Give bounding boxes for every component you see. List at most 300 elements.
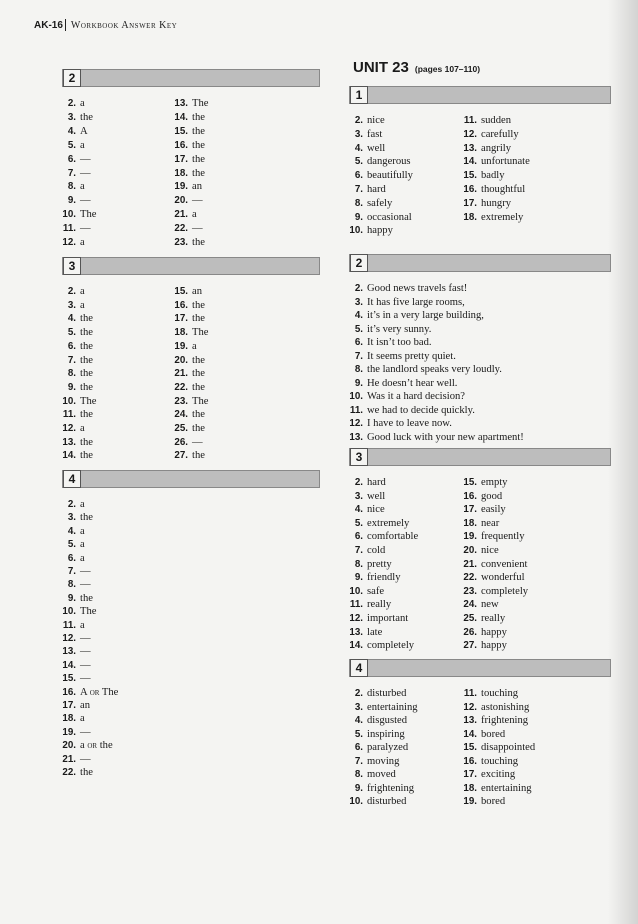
answer-item [56, 739, 113, 752]
item-answer: extremely [367, 517, 410, 529]
answer-item [343, 598, 391, 611]
item-answer: disappointed [481, 742, 536, 753]
item-number: 22. [174, 223, 188, 235]
item-number: 13. [463, 715, 477, 726]
item-answer: a [80, 499, 85, 510]
header-title: Workbook Answer Key [70, 19, 178, 31]
item-number: 16. [463, 184, 477, 195]
right-section-2 [349, 254, 611, 443]
item-answer: happy [481, 640, 507, 652]
item-number: 4. [354, 142, 363, 154]
item-number: 2. [354, 283, 363, 294]
item-number: 11. [463, 115, 477, 126]
item-number: 10. [349, 796, 363, 807]
item-answer: the [192, 381, 205, 393]
answer-item [457, 476, 507, 489]
item-number: 5. [354, 728, 363, 740]
answer-item [343, 350, 456, 363]
item-answer: cold [367, 545, 386, 556]
answer-item [343, 558, 392, 571]
item-answer: It seems pretty quiet. [367, 350, 456, 362]
item-answer: — [80, 195, 91, 207]
answer-item [168, 167, 205, 180]
answer-item [56, 285, 85, 298]
answer-item [457, 768, 515, 781]
item-number: 6. [354, 742, 363, 753]
answer-item [457, 714, 528, 727]
item-number: 16. [463, 755, 477, 767]
answer-item [457, 598, 499, 611]
answer-item [56, 645, 91, 658]
answer-item [168, 381, 205, 394]
item-answer: — [192, 436, 203, 448]
item-number: 19. [463, 796, 477, 807]
answer-item [343, 782, 414, 795]
item-answer: convenient [481, 558, 528, 570]
item-answer: — [80, 633, 91, 644]
answer-item [343, 585, 384, 598]
answer-item [168, 111, 205, 124]
item-number: 12. [463, 701, 477, 713]
item-answer: well [367, 490, 386, 502]
answer-item [457, 795, 505, 808]
item-answer: the [80, 354, 93, 366]
item-answer: the [80, 512, 93, 524]
item-answer: really [367, 599, 392, 611]
answer-item [168, 395, 208, 408]
item-number: 10. [62, 209, 76, 221]
item-number: 23. [463, 585, 477, 597]
item-answer: unfortunate [481, 156, 530, 168]
answer-item [343, 309, 484, 322]
item-answer: a [80, 423, 85, 434]
left-section-3 [62, 257, 320, 462]
answer-item [343, 431, 524, 444]
item-number: 24. [174, 409, 188, 421]
section-bar [62, 69, 320, 87]
answer-item [56, 381, 93, 394]
right-section-4 [349, 659, 611, 807]
item-answer: near [481, 517, 500, 529]
item-answer: — [80, 726, 91, 738]
item-answer: exciting [481, 769, 516, 780]
item-answer: friendly [367, 572, 401, 584]
item-number: 12. [62, 237, 76, 248]
answer-item [56, 436, 93, 449]
item-number: 7. [67, 354, 76, 366]
answer-item [457, 558, 527, 571]
answer-item [343, 296, 465, 309]
item-number: 18. [463, 517, 477, 529]
item-number: 5. [354, 323, 363, 335]
item-number: 16. [62, 686, 76, 698]
item-number: 12. [62, 423, 76, 434]
item-number: 2. [67, 98, 76, 109]
item-number: 3. [354, 490, 363, 502]
item-number: 20. [463, 545, 477, 556]
unit-pages: (pages 107–110) [414, 64, 481, 74]
item-number: 6. [67, 340, 76, 352]
item-number: 22. [463, 572, 477, 584]
item-answer: the [80, 767, 93, 778]
answer-item [56, 326, 93, 339]
answer-item [457, 490, 502, 503]
item-answer: dangerous [367, 156, 411, 168]
item-answer: the [80, 313, 93, 325]
item-number: 18. [463, 211, 477, 223]
right-section-1 [349, 86, 611, 237]
item-number: 4. [67, 313, 76, 325]
answer-item [56, 605, 96, 618]
item-answer: — [80, 753, 91, 765]
answer-item [457, 517, 499, 530]
item-number: 6. [354, 337, 363, 348]
item-number: 17. [174, 153, 188, 165]
item-answer: hard [367, 477, 386, 488]
answer-item [56, 659, 91, 672]
item-number: 3. [354, 701, 363, 713]
page-shadow [608, 0, 638, 924]
item-number: 10. [349, 391, 363, 402]
item-answer: frequently [481, 531, 525, 543]
item-answer: He doesn’t hear well. [367, 377, 458, 389]
item-answer: safely [367, 197, 393, 209]
answer-item [343, 626, 382, 639]
item-answer: moving [367, 755, 400, 767]
answer-item [56, 111, 93, 124]
answer-item [56, 766, 93, 779]
item-answer: the [192, 450, 205, 462]
item-answer: the [80, 450, 93, 462]
answer-item [56, 395, 96, 408]
answer-item [56, 208, 96, 221]
item-number: 8. [354, 197, 363, 209]
item-answer: The [80, 209, 97, 221]
item-answer: a [80, 619, 85, 631]
answer-item [457, 142, 511, 155]
item-number: 8. [354, 364, 363, 375]
item-number: 7. [354, 755, 363, 767]
item-answer: the [192, 139, 205, 151]
item-number: 9. [67, 195, 76, 207]
item-answer: — [192, 195, 203, 207]
answer-item [168, 236, 205, 249]
item-number: 14. [62, 450, 76, 462]
section-bar [349, 254, 611, 272]
item-answer: badly [481, 170, 505, 182]
item-number: 15. [174, 286, 188, 297]
item-number: 16. [463, 490, 477, 502]
item-number: 17. [174, 313, 188, 325]
item-number: 17. [463, 504, 477, 516]
item-number: 3. [354, 128, 363, 140]
answer-item [56, 565, 91, 578]
section-number: 1 [350, 86, 368, 104]
item-answer: a [80, 539, 85, 551]
item-number: 7. [354, 545, 363, 556]
item-answer: completely [481, 585, 529, 597]
answer-item [457, 626, 507, 639]
answer-item [56, 299, 85, 312]
answer-item [343, 571, 401, 584]
section-number: 3 [350, 448, 368, 466]
item-answer: — [80, 167, 91, 179]
answer-item [56, 367, 93, 380]
answer-item [457, 687, 518, 700]
item-answer: the [80, 409, 93, 421]
item-answer: the [192, 354, 205, 366]
item-answer: The [192, 98, 209, 109]
unit-title [353, 59, 480, 76]
answer-item [457, 571, 525, 584]
item-number: 10. [62, 606, 76, 618]
answer-item [56, 753, 91, 766]
answer-item [343, 503, 385, 516]
item-number: 19. [174, 340, 188, 352]
item-number: 7. [67, 167, 76, 179]
item-number: 18. [174, 167, 188, 179]
item-number: 21. [174, 209, 188, 221]
answer-item [457, 128, 519, 141]
item-answer: — [80, 673, 91, 685]
item-answer: comfortable [367, 531, 419, 543]
item-number: 8. [67, 368, 76, 380]
item-number: 4. [67, 125, 76, 137]
answer-item [457, 741, 535, 754]
item-answer: the [192, 167, 205, 179]
item-number: 9. [354, 572, 363, 584]
item-answer: — [80, 566, 91, 577]
item-number: 13. [62, 646, 76, 658]
item-answer: — [80, 659, 91, 671]
answer-item [457, 544, 499, 557]
item-answer: A [80, 125, 88, 137]
item-answer: happy [367, 225, 393, 237]
section-number: 3 [63, 257, 81, 275]
answer-item [56, 422, 85, 435]
answer-item [56, 592, 93, 605]
answer-item [56, 222, 91, 235]
answer-item [457, 782, 532, 795]
answer-item [343, 224, 393, 237]
item-number: 8. [67, 181, 76, 193]
answer-item [343, 169, 413, 182]
item-answer: It has five large rooms, [367, 296, 465, 308]
answer-item [343, 476, 386, 489]
item-answer: a [80, 98, 85, 109]
page-header [34, 19, 177, 31]
item-number: 16. [174, 299, 188, 311]
item-answer: The [192, 327, 209, 339]
answer-item [457, 701, 529, 714]
item-number: 12. [463, 128, 477, 140]
answer-item [56, 552, 85, 565]
item-answer: It isn’t too bad. [367, 337, 432, 348]
item-number: 9. [67, 381, 76, 393]
answer-item [56, 139, 85, 152]
item-number: 4. [354, 715, 363, 726]
item-answer: well [367, 142, 386, 154]
item-number: 3. [67, 111, 76, 123]
item-number: 26. [174, 436, 188, 448]
item-answer: A or The [80, 686, 119, 698]
item-answer: sudden [481, 115, 512, 126]
item-number: 14. [174, 111, 188, 123]
answer-item [343, 795, 406, 808]
section-number: 4 [63, 470, 81, 488]
item-answer: the [80, 340, 93, 352]
item-answer: the [192, 409, 205, 421]
item-answer: bored [481, 728, 506, 740]
answer-item [343, 282, 467, 295]
page-code: AK-16 [34, 19, 63, 31]
item-answer: hard [367, 184, 386, 195]
item-number: 11. [463, 688, 477, 699]
item-number: 3. [354, 296, 363, 308]
item-answer: a [80, 552, 85, 564]
item-number: 12. [349, 613, 363, 624]
item-answer: the landlord speaks very loudly. [367, 364, 502, 375]
answer-item [343, 612, 408, 625]
item-number: 3. [67, 512, 76, 524]
item-answer: the [80, 368, 93, 380]
item-number: 19. [174, 181, 188, 193]
item-number: 19. [463, 531, 477, 543]
section-bar [349, 448, 611, 466]
item-answer: important [367, 613, 409, 624]
item-number: 23. [174, 395, 188, 407]
item-number: 7. [354, 350, 363, 362]
item-answer: moved [367, 769, 396, 780]
answer-item [343, 701, 418, 714]
item-number: 3. [67, 299, 76, 311]
item-answer: a [80, 286, 85, 297]
answer-item [56, 449, 93, 462]
answer-item [56, 619, 85, 632]
item-number: 14. [349, 640, 363, 652]
item-number: 11. [62, 223, 76, 235]
item-number: 13. [349, 626, 363, 638]
answer-item [343, 755, 399, 768]
answer-item [56, 525, 85, 538]
answer-item [343, 714, 407, 727]
item-number: 9. [354, 377, 363, 389]
item-answer: touching [481, 755, 519, 767]
item-number: 17. [62, 700, 76, 711]
answer-item [56, 578, 91, 591]
item-answer: nice [367, 504, 385, 516]
item-number: 6. [354, 170, 363, 182]
item-number: 21. [62, 753, 76, 765]
item-answer: — [80, 646, 91, 658]
answer-item [343, 183, 386, 196]
item-answer: the [192, 125, 205, 137]
item-answer: — [192, 223, 203, 235]
item-answer: a [80, 299, 85, 311]
item-answer: astonishing [481, 701, 530, 713]
item-number: 10. [349, 585, 363, 597]
item-number: 5. [354, 156, 363, 168]
item-answer: an [192, 181, 202, 193]
item-number: 21. [463, 558, 477, 570]
answer-item [168, 153, 205, 166]
item-number: 11. [349, 599, 363, 611]
answer-item [457, 183, 525, 196]
item-answer: disgusted [367, 715, 408, 726]
item-number: 11. [349, 404, 363, 416]
item-number: 27. [174, 450, 188, 462]
item-number: 15. [174, 125, 188, 137]
item-answer: a [80, 139, 85, 151]
answer-item [168, 285, 202, 298]
answer-item [343, 768, 396, 781]
item-number: 8. [354, 769, 363, 780]
answer-item [343, 530, 418, 543]
answer-item [168, 194, 203, 207]
item-number: 5. [67, 327, 76, 339]
item-number: 23. [174, 237, 188, 248]
item-answer: — [80, 223, 91, 235]
item-answer: paralyzed [367, 742, 409, 753]
item-number: 6. [67, 552, 76, 564]
item-number: 26. [463, 626, 477, 638]
answer-item [168, 326, 208, 339]
item-number: 22. [62, 767, 76, 778]
item-number: 11. [62, 619, 76, 631]
answer-item [457, 728, 505, 741]
answer-item [168, 449, 205, 462]
answer-item [343, 741, 408, 754]
item-number: 2. [354, 688, 363, 699]
answer-item [56, 712, 85, 725]
left-section-2 [62, 69, 320, 248]
section-bar [349, 86, 611, 104]
answer-item [343, 197, 392, 210]
item-answer: late [367, 626, 383, 638]
section-bar [62, 470, 320, 488]
item-answer: really [481, 613, 506, 624]
item-number: 7. [67, 566, 76, 577]
answer-item [343, 211, 412, 224]
answer-item [56, 354, 93, 367]
item-number: 22. [174, 381, 188, 393]
item-number: 15. [463, 742, 477, 753]
item-answer: easily [481, 504, 506, 516]
item-answer: new [481, 599, 499, 611]
answer-item [168, 340, 197, 353]
item-answer: The [80, 395, 97, 407]
item-answer: nice [367, 115, 385, 126]
item-number: 13. [174, 98, 188, 109]
item-answer: bored [481, 796, 506, 807]
answer-item [56, 97, 85, 110]
answer-item [56, 538, 85, 551]
item-number: 13. [349, 431, 363, 443]
item-answer: the [192, 368, 205, 380]
item-number: 2. [67, 286, 76, 297]
item-number: 18. [463, 782, 477, 794]
answer-item [457, 612, 505, 625]
item-answer: a [192, 209, 197, 221]
answer-item [56, 726, 91, 739]
answer-item [56, 125, 88, 138]
item-answer: a [192, 340, 197, 352]
item-answer: the [80, 592, 93, 604]
answer-item [457, 114, 511, 127]
answer-item [168, 139, 205, 152]
answer-item [343, 323, 431, 336]
answer-item [457, 639, 507, 652]
